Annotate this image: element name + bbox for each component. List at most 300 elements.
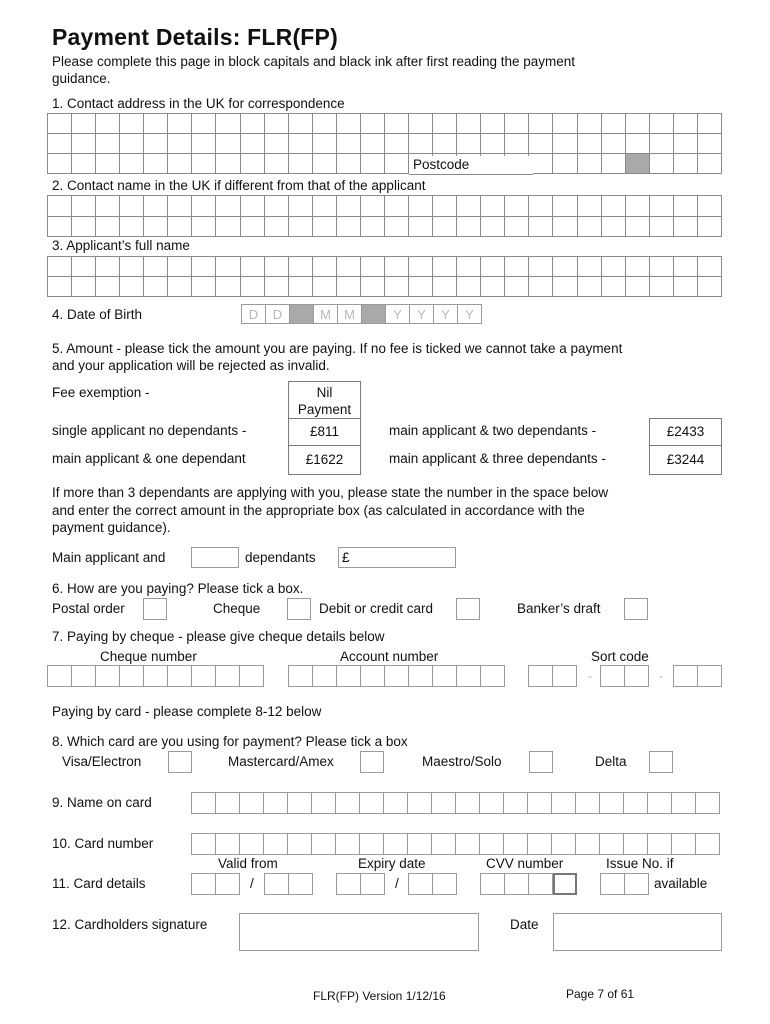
date-cell[interactable] <box>361 873 385 895</box>
input-cell[interactable] <box>409 134 433 154</box>
input-cell[interactable] <box>168 277 192 297</box>
input-cell[interactable] <box>265 114 289 134</box>
input-cell[interactable] <box>48 217 72 238</box>
applicant-name-grid[interactable] <box>47 256 722 297</box>
input-cell[interactable] <box>674 257 698 277</box>
input-cell[interactable] <box>626 257 650 277</box>
date-cell[interactable] <box>409 873 433 895</box>
debit-credit-card-checkbox[interactable] <box>456 598 480 620</box>
dependants-count-input[interactable] <box>191 547 239 568</box>
cheque-checkbox[interactable] <box>287 598 311 620</box>
input-cell[interactable] <box>385 277 409 297</box>
input-cell[interactable] <box>529 196 553 217</box>
input-cell[interactable] <box>696 792 720 814</box>
input-cell[interactable] <box>216 665 240 687</box>
input-cell[interactable] <box>385 196 409 217</box>
input-cell[interactable] <box>48 114 72 134</box>
input-cell[interactable] <box>313 114 337 134</box>
input-cell[interactable] <box>192 114 216 134</box>
input-cell[interactable] <box>336 792 360 814</box>
input-cell[interactable] <box>602 134 626 154</box>
input-cell[interactable] <box>433 196 457 217</box>
input-cell[interactable] <box>674 134 698 154</box>
input-cell[interactable] <box>433 114 457 134</box>
input-cell[interactable] <box>600 792 624 814</box>
input-cell[interactable] <box>216 196 240 217</box>
input-cell[interactable] <box>361 114 385 134</box>
input-cell[interactable] <box>385 134 409 154</box>
input-cell[interactable] <box>48 154 72 174</box>
input-cell[interactable] <box>553 134 577 154</box>
input-cell[interactable] <box>529 114 553 134</box>
cheque-number-input[interactable] <box>47 665 264 687</box>
input-cell[interactable] <box>672 833 696 855</box>
input-cell[interactable] <box>216 134 240 154</box>
fee-two-box[interactable]: £2433 <box>649 418 722 446</box>
name-on-card-input[interactable] <box>191 792 720 814</box>
input-cell[interactable] <box>144 257 168 277</box>
input-cell[interactable] <box>552 792 576 814</box>
input-cell[interactable] <box>578 277 602 297</box>
cvv-cell-highlighted[interactable] <box>553 873 577 895</box>
input-cell[interactable] <box>361 134 385 154</box>
input-cell[interactable] <box>72 134 96 154</box>
cvv-cell[interactable] <box>505 873 529 895</box>
input-cell[interactable] <box>602 196 626 217</box>
input-cell[interactable] <box>698 217 722 238</box>
fee-three-box[interactable]: £3244 <box>649 445 722 475</box>
expiry-year[interactable] <box>408 873 457 895</box>
input-cell[interactable] <box>553 277 577 297</box>
input-cell[interactable] <box>409 114 433 134</box>
input-cell[interactable] <box>361 665 385 687</box>
dob-cell[interactable]: Y <box>458 304 482 324</box>
dob-cell[interactable]: M <box>338 304 362 324</box>
issue-cell[interactable] <box>625 873 649 895</box>
input-cell[interactable] <box>698 154 722 174</box>
date-of-birth-field[interactable] <box>241 304 482 324</box>
delta-checkbox[interactable] <box>649 751 673 773</box>
input-cell[interactable] <box>241 196 265 217</box>
input-cell[interactable] <box>72 217 96 238</box>
input-cell[interactable] <box>241 114 265 134</box>
input-cell[interactable] <box>505 134 529 154</box>
input-cell[interactable] <box>696 833 720 855</box>
input-cell[interactable] <box>313 154 337 174</box>
input-cell[interactable] <box>216 114 240 134</box>
date-cell[interactable] <box>433 873 457 895</box>
input-cell[interactable] <box>120 665 144 687</box>
input-cell[interactable] <box>216 154 240 174</box>
input-cell[interactable] <box>168 196 192 217</box>
input-cell[interactable] <box>289 196 313 217</box>
input-cell[interactable] <box>241 257 265 277</box>
input-cell[interactable] <box>698 134 722 154</box>
input-cell[interactable] <box>337 196 361 217</box>
dob-cell[interactable]: Y <box>386 304 410 324</box>
input-cell[interactable] <box>313 217 337 238</box>
input-cell[interactable] <box>289 257 313 277</box>
input-cell[interactable] <box>480 792 504 814</box>
input-cell[interactable] <box>216 277 240 297</box>
input-cell[interactable] <box>408 833 432 855</box>
input-cell[interactable] <box>313 257 337 277</box>
input-cell[interactable] <box>216 217 240 238</box>
input-cell[interactable] <box>361 217 385 238</box>
input-cell[interactable] <box>337 277 361 297</box>
input-cell[interactable] <box>96 134 120 154</box>
input-cell[interactable] <box>674 114 698 134</box>
input-cell[interactable] <box>120 154 144 174</box>
input-cell[interactable] <box>192 665 216 687</box>
input-cell[interactable] <box>409 217 433 238</box>
input-cell[interactable] <box>384 833 408 855</box>
input-cell[interactable] <box>337 665 361 687</box>
input-cell[interactable] <box>650 134 674 154</box>
input-cell[interactable] <box>144 665 168 687</box>
input-cell[interactable] <box>457 217 481 238</box>
input-cell[interactable] <box>409 665 433 687</box>
input-cell[interactable] <box>144 154 168 174</box>
input-cell[interactable] <box>72 277 96 297</box>
input-cell[interactable] <box>96 217 120 238</box>
input-cell[interactable] <box>648 833 672 855</box>
date-cell[interactable] <box>265 873 289 895</box>
input-cell[interactable] <box>457 665 481 687</box>
input-cell[interactable] <box>648 792 672 814</box>
input-cell[interactable] <box>168 217 192 238</box>
input-cell[interactable] <box>457 257 481 277</box>
input-cell[interactable] <box>144 217 168 238</box>
input-cell[interactable] <box>480 833 504 855</box>
input-cell[interactable] <box>216 257 240 277</box>
input-cell[interactable] <box>433 257 457 277</box>
input-cell[interactable] <box>241 154 265 174</box>
input-cell[interactable] <box>289 277 313 297</box>
bankers-draft-checkbox[interactable] <box>624 598 648 620</box>
expiry-month[interactable] <box>336 873 385 895</box>
input-cell[interactable] <box>72 257 96 277</box>
input-cell[interactable] <box>385 217 409 238</box>
dob-cell[interactable]: M <box>314 304 338 324</box>
input-cell[interactable] <box>650 154 674 174</box>
cvv-cell[interactable] <box>481 873 505 895</box>
input-cell[interactable] <box>313 134 337 154</box>
input-cell[interactable] <box>192 154 216 174</box>
input-cell[interactable] <box>168 134 192 154</box>
input-cell[interactable] <box>578 217 602 238</box>
input-cell[interactable] <box>553 257 577 277</box>
input-cell[interactable] <box>288 833 312 855</box>
input-cell[interactable] <box>265 257 289 277</box>
input-cell[interactable] <box>313 196 337 217</box>
input-cell[interactable] <box>456 792 480 814</box>
address-grid[interactable] <box>47 113 722 174</box>
input-cell[interactable] <box>288 792 312 814</box>
input-cell[interactable] <box>481 277 505 297</box>
input-cell[interactable] <box>361 154 385 174</box>
input-cell[interactable] <box>337 217 361 238</box>
input-cell[interactable] <box>48 196 72 217</box>
input-cell[interactable] <box>337 114 361 134</box>
input-cell[interactable] <box>241 134 265 154</box>
input-cell[interactable] <box>504 792 528 814</box>
valid-from-year[interactable] <box>264 873 313 895</box>
input-cell[interactable] <box>240 665 264 687</box>
input-cell[interactable] <box>241 217 265 238</box>
input-cell[interactable] <box>144 134 168 154</box>
input-cell[interactable] <box>529 257 553 277</box>
input-cell[interactable] <box>457 277 481 297</box>
input-cell[interactable] <box>168 154 192 174</box>
input-cell[interactable] <box>698 114 722 134</box>
input-cell[interactable] <box>698 277 722 297</box>
mastercard-amex-checkbox[interactable] <box>360 751 384 773</box>
input-cell[interactable] <box>96 277 120 297</box>
input-cell[interactable] <box>72 196 96 217</box>
input-cell[interactable] <box>120 277 144 297</box>
issue-number-input[interactable] <box>600 873 649 895</box>
input-cell[interactable] <box>361 257 385 277</box>
input-cell[interactable] <box>48 665 72 687</box>
sort-code-part-2[interactable] <box>600 665 649 687</box>
sort-code-cell[interactable] <box>674 665 698 687</box>
input-cell[interactable] <box>192 257 216 277</box>
input-cell[interactable] <box>578 257 602 277</box>
input-cell[interactable] <box>337 154 361 174</box>
input-cell[interactable] <box>120 134 144 154</box>
input-cell[interactable] <box>192 833 216 855</box>
sort-code-cell[interactable] <box>529 665 553 687</box>
input-cell[interactable] <box>553 196 577 217</box>
input-cell[interactable] <box>241 277 265 297</box>
input-cell[interactable] <box>650 277 674 297</box>
input-cell[interactable] <box>505 196 529 217</box>
input-cell[interactable] <box>72 154 96 174</box>
input-cell[interactable] <box>289 134 313 154</box>
date-cell[interactable] <box>289 873 313 895</box>
input-cell[interactable] <box>289 154 313 174</box>
input-cell[interactable] <box>672 792 696 814</box>
input-cell[interactable] <box>626 114 650 134</box>
input-cell[interactable] <box>698 257 722 277</box>
input-cell[interactable] <box>674 154 698 174</box>
input-cell[interactable] <box>576 792 600 814</box>
input-cell[interactable] <box>168 665 192 687</box>
dob-cell[interactable]: Y <box>434 304 458 324</box>
input-cell[interactable] <box>384 792 408 814</box>
input-cell[interactable] <box>144 196 168 217</box>
input-cell[interactable] <box>553 154 577 174</box>
input-cell[interactable] <box>265 277 289 297</box>
input-cell[interactable] <box>529 154 553 174</box>
input-cell[interactable] <box>674 277 698 297</box>
input-cell[interactable] <box>385 114 409 134</box>
input-cell[interactable] <box>602 277 626 297</box>
input-cell[interactable] <box>600 833 624 855</box>
input-cell[interactable] <box>433 217 457 238</box>
input-cell[interactable] <box>481 257 505 277</box>
input-cell[interactable] <box>529 134 553 154</box>
date-cell[interactable] <box>216 873 240 895</box>
input-cell[interactable] <box>192 196 216 217</box>
input-cell[interactable] <box>626 217 650 238</box>
input-cell[interactable] <box>48 277 72 297</box>
account-number-input[interactable] <box>288 665 505 687</box>
input-cell[interactable] <box>265 196 289 217</box>
input-cell[interactable] <box>144 277 168 297</box>
input-cell[interactable] <box>457 134 481 154</box>
input-cell[interactable] <box>240 792 264 814</box>
input-cell[interactable] <box>360 833 384 855</box>
input-cell[interactable] <box>553 217 577 238</box>
signature-box[interactable] <box>239 913 479 951</box>
input-cell[interactable] <box>360 792 384 814</box>
input-cell[interactable] <box>578 154 602 174</box>
input-cell[interactable] <box>432 792 456 814</box>
input-cell[interactable] <box>120 257 144 277</box>
input-cell[interactable] <box>48 257 72 277</box>
input-cell[interactable] <box>529 277 553 297</box>
input-cell[interactable] <box>313 277 337 297</box>
issue-cell[interactable] <box>601 873 625 895</box>
input-cell[interactable] <box>433 277 457 297</box>
sort-code-cell[interactable] <box>601 665 625 687</box>
input-cell[interactable] <box>385 257 409 277</box>
fee-one-box[interactable]: £1622 <box>288 445 361 475</box>
input-cell[interactable] <box>48 134 72 154</box>
input-cell[interactable] <box>433 134 457 154</box>
input-cell[interactable] <box>432 833 456 855</box>
input-cell[interactable] <box>528 792 552 814</box>
input-cell[interactable] <box>481 134 505 154</box>
input-cell[interactable] <box>602 114 626 134</box>
cvv-input[interactable] <box>480 873 577 895</box>
input-cell[interactable] <box>481 665 505 687</box>
input-cell[interactable] <box>602 257 626 277</box>
contact-name-grid[interactable] <box>47 195 722 237</box>
input-cell[interactable] <box>626 277 650 297</box>
input-cell[interactable] <box>626 196 650 217</box>
input-cell[interactable] <box>168 114 192 134</box>
input-cell[interactable] <box>144 114 168 134</box>
input-cell[interactable] <box>96 196 120 217</box>
card-number-input[interactable] <box>191 833 720 855</box>
date-box[interactable] <box>553 913 722 951</box>
nil-payment-box[interactable] <box>288 381 361 419</box>
dob-cell[interactable]: D <box>242 304 266 324</box>
input-cell[interactable] <box>457 196 481 217</box>
input-cell[interactable] <box>96 114 120 134</box>
input-cell[interactable] <box>385 665 409 687</box>
input-cell[interactable] <box>72 114 96 134</box>
maestro-solo-checkbox[interactable] <box>529 751 553 773</box>
input-cell[interactable] <box>481 196 505 217</box>
input-cell[interactable] <box>481 217 505 238</box>
cvv-cell[interactable] <box>529 873 553 895</box>
input-cell[interactable] <box>505 114 529 134</box>
input-cell[interactable] <box>528 833 552 855</box>
input-cell[interactable] <box>168 257 192 277</box>
input-cell[interactable] <box>409 196 433 217</box>
sort-code-cell[interactable] <box>625 665 649 687</box>
input-cell[interactable] <box>602 154 626 174</box>
input-cell[interactable] <box>336 833 360 855</box>
input-cell[interactable] <box>650 196 674 217</box>
sort-code-cell[interactable] <box>698 665 722 687</box>
input-cell[interactable] <box>650 114 674 134</box>
input-cell[interactable] <box>456 833 480 855</box>
dob-cell[interactable]: Y <box>410 304 434 324</box>
input-cell[interactable] <box>192 217 216 238</box>
input-cell[interactable] <box>265 134 289 154</box>
date-cell[interactable] <box>192 873 216 895</box>
input-cell[interactable] <box>289 665 313 687</box>
input-cell[interactable] <box>698 196 722 217</box>
input-cell[interactable] <box>552 833 576 855</box>
input-cell[interactable] <box>409 257 433 277</box>
input-cell[interactable] <box>626 134 650 154</box>
sort-code-part-1[interactable] <box>528 665 577 687</box>
input-cell[interactable] <box>96 257 120 277</box>
input-cell[interactable] <box>264 833 288 855</box>
input-cell[interactable] <box>602 217 626 238</box>
sort-code-cell[interactable] <box>553 665 577 687</box>
sort-code-part-3[interactable] <box>673 665 722 687</box>
input-cell[interactable] <box>120 217 144 238</box>
input-cell[interactable] <box>72 665 96 687</box>
input-cell[interactable] <box>504 833 528 855</box>
input-cell[interactable] <box>120 114 144 134</box>
input-cell[interactable] <box>505 217 529 238</box>
postal-order-checkbox[interactable] <box>143 598 167 620</box>
input-cell[interactable] <box>650 257 674 277</box>
input-cell[interactable] <box>624 833 648 855</box>
input-cell[interactable] <box>624 792 648 814</box>
input-cell[interactable] <box>265 217 289 238</box>
input-cell[interactable] <box>192 792 216 814</box>
input-cell[interactable] <box>216 792 240 814</box>
input-cell[interactable] <box>264 792 288 814</box>
input-cell[interactable] <box>289 217 313 238</box>
input-cell[interactable] <box>96 665 120 687</box>
input-cell[interactable] <box>96 154 120 174</box>
input-cell[interactable] <box>578 114 602 134</box>
input-cell[interactable] <box>578 196 602 217</box>
input-cell[interactable] <box>576 833 600 855</box>
input-cell[interactable] <box>120 196 144 217</box>
input-cell[interactable] <box>433 665 457 687</box>
input-cell[interactable] <box>505 277 529 297</box>
valid-from-month[interactable] <box>191 873 240 895</box>
input-cell[interactable] <box>674 217 698 238</box>
input-cell[interactable] <box>312 792 336 814</box>
amount-input[interactable]: £ <box>338 547 456 568</box>
input-cell[interactable] <box>265 154 289 174</box>
input-cell[interactable] <box>578 134 602 154</box>
input-cell[interactable] <box>313 665 337 687</box>
input-cell[interactable] <box>409 277 433 297</box>
input-cell[interactable] <box>312 833 336 855</box>
input-cell[interactable] <box>553 114 577 134</box>
input-cell[interactable] <box>192 277 216 297</box>
input-cell[interactable] <box>650 217 674 238</box>
input-cell[interactable] <box>289 114 313 134</box>
input-cell[interactable] <box>457 114 481 134</box>
dob-cell[interactable]: D <box>266 304 290 324</box>
input-cell[interactable] <box>361 196 385 217</box>
input-cell[interactable] <box>337 257 361 277</box>
